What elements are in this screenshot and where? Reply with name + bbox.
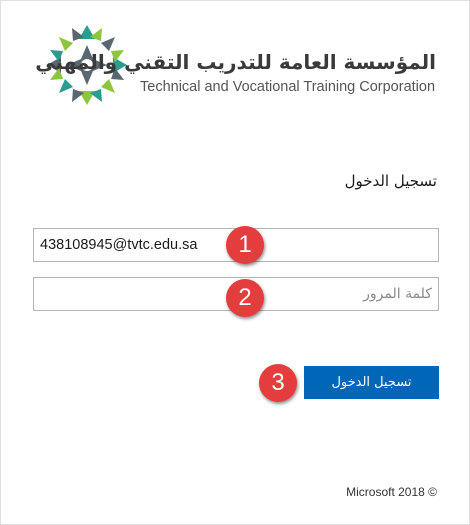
organization-logo xyxy=(35,23,445,119)
step-badge-2: 2 xyxy=(226,279,264,317)
signin-heading: تسجيل الدخول xyxy=(344,172,437,190)
step-badge-1: 1 xyxy=(226,226,264,264)
step-badge-3: 3 xyxy=(259,364,297,402)
organization-name-arabic: المؤسسة العامة للتدريب التقني والمهني xyxy=(35,50,436,74)
copyright-footer: Microsoft 2018 © xyxy=(346,485,437,499)
organization-name-english: Technical and Vocational Training Corporation xyxy=(140,79,436,95)
signin-button[interactable]: تسجيل الدخول xyxy=(304,366,439,399)
